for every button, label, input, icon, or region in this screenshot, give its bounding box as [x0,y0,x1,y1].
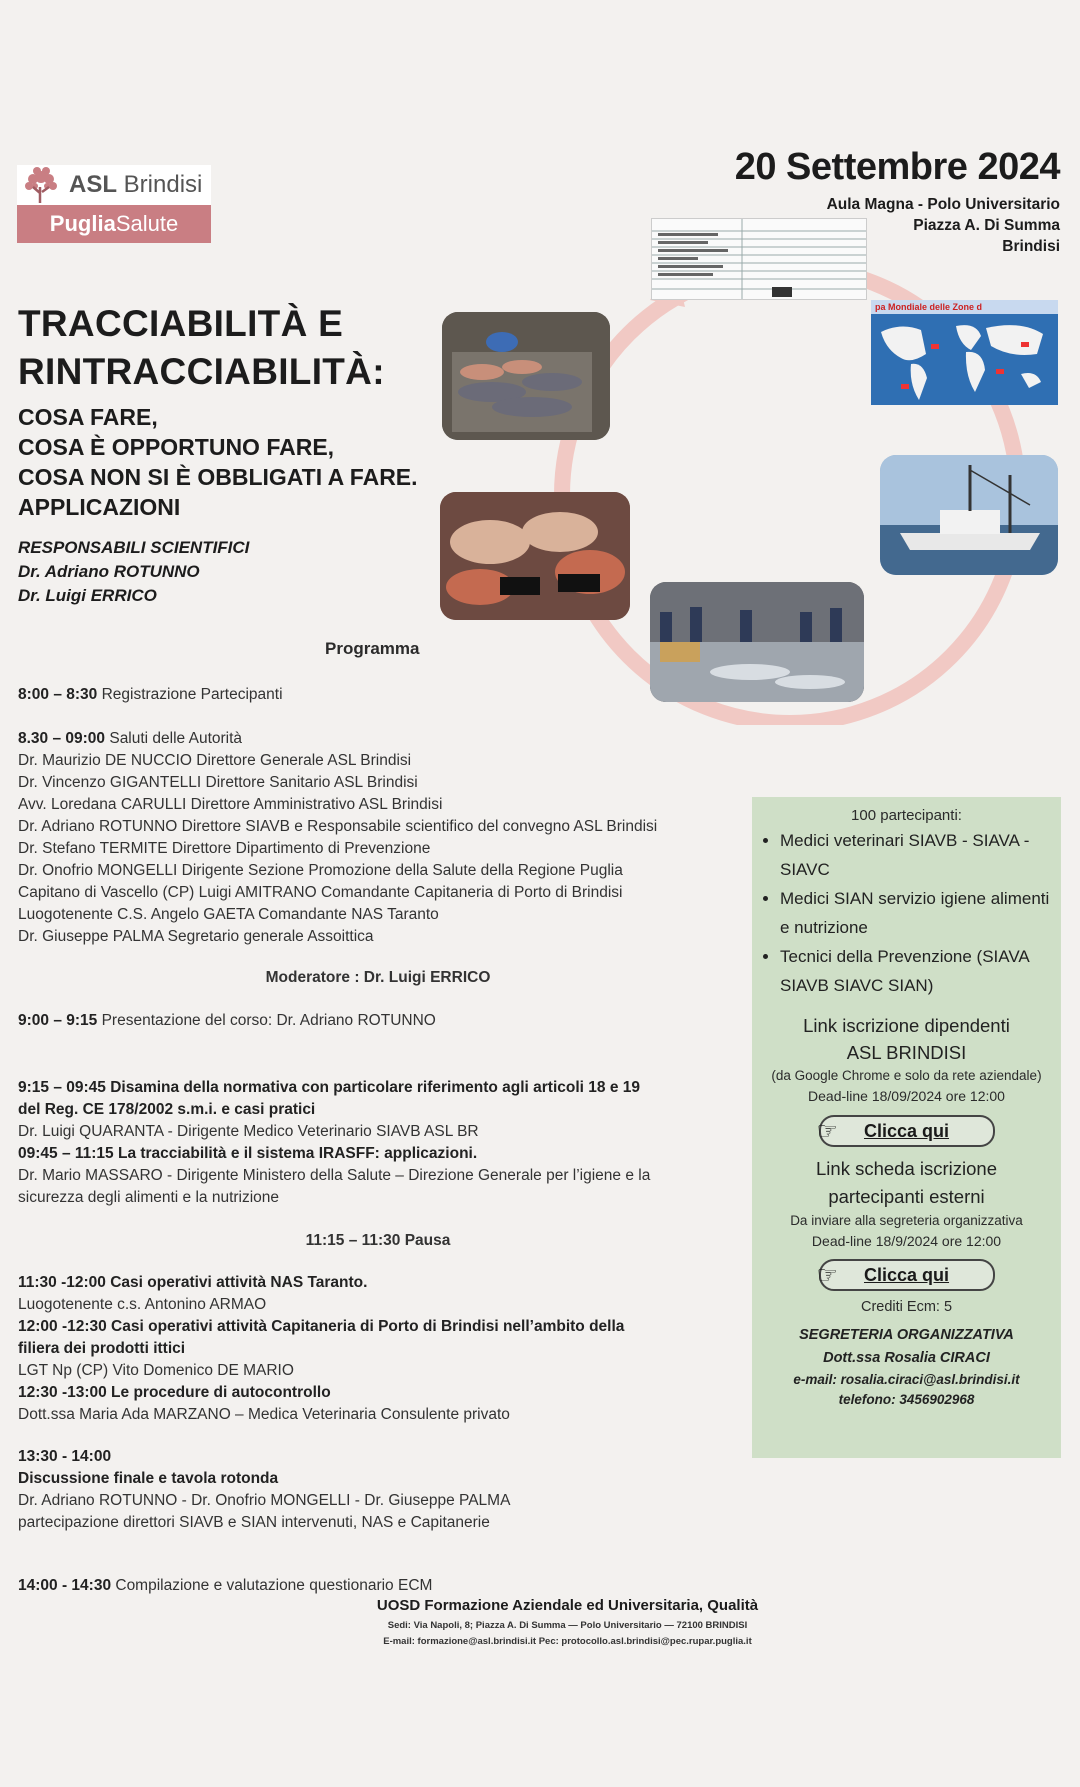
footer-contacts: E-mail: formazione@asl.brindisi.it Pec: protocollo.asl.brindisi@pec.rupar.puglia.it [383,1636,752,1647]
subtitle-line: COSA FARE, [18,404,158,430]
register-staff-button[interactable]: ☞ Clicca qui [819,1115,995,1147]
authority-item: Dr. Maurizio DE NUCCIO Direttore Generale ASL Brindisi [18,752,412,769]
authority-item: Dr. Stefano TERMITE Direttore Dipartimento di Prevenzione [18,840,431,857]
tree-logo-icon [19,165,63,205]
subtitle-line: COSA È OPPORTUNO FARE, [18,434,335,460]
title-line: RINTRACCIABILITÀ: [18,351,385,392]
resp-heading: RESPONSABILI SCIENTIFICI [18,538,250,557]
program-session-2: 11:30 -12:00 Casi operativi attività NAS Taranto. Luogotenente c.s. Antonino ARMAO 12:00 -12:30 Casi operativi attività Capitaneria di Porto di Brindisi nell’ambito della filiera dei prodotti ittici LGT Np (CP) Vito Domenico DE MARIO 12:30 -13:00 Le procedure di autocontrollo Dott.ssa Maria Ada MARZANO – Medica Veterinaria Consulente privato [18,1274,625,1423]
subtitle-line: APPLICAZIONI [18,494,181,520]
link1-title: Link iscrizione dipendenti ASL BRINDISI [803,1015,1010,1063]
authority-item: Dr. Giuseppe PALMA Segretario generale Assoittica [18,928,374,945]
map-caption: pa Mondiale delle Zone d [875,302,983,312]
subtitle [18,402,418,522]
logo-brand: ASL Brindisi [69,171,203,198]
list-item: • Medici veterinari SIAVB - SIAVA - SIAVC [780,826,1061,884]
program-ecm: 14:00 - 14:30 Compilazione e valutazione questionario ECM [18,1577,433,1594]
program-registration: 8:00 – 8:30 Registrazione Partecipanti [18,686,283,703]
venue-line: Aula Magna - Polo Universitario [826,196,1060,213]
authority-item: Capitano di Vascello (CP) Luigi AMITRANO Comandante Capitaneria di Porto di Brindisi [18,884,623,901]
subtitle-line: COSA NON SI È OBBLIGATI A FARE. [18,464,418,490]
footer-org: UOSD Formazione Aziendale ed Universitaria, Qualità [376,1597,759,1614]
authority-item: Avv. Loredana CARULLI Direttore Amministrativo ASL Brindisi [18,796,443,813]
ecm-credits: Crediti Ecm: 5 [860,1299,953,1315]
program-round-table: 13:30 - 14:00 Discussione finale e tavola rotonda Dr. Adriano ROTUNNO - Dr. Onofrio MONGELLI - Dr. Giuseppe PALMA partecipazione direttori SIAVB e SIAN intervenuti, NAS e Capitanerie [18,1448,511,1531]
event-date: 20 Settembre 2024 [734,146,1060,188]
info-box [752,797,1061,1458]
participants-list [752,826,1061,1000]
footer-address: Sedi: Via Napoli, 8; Piazza A. Di Summa — Polo Universitario — 72100 BRINDISI [387,1620,748,1631]
fish-crate-photo [442,312,610,440]
title-line: TRACCIABILITÀ E [18,303,344,344]
link2-deadline: Dead-line 18/9/2024 ore 12:00 [811,1233,1002,1249]
document-photo [651,218,867,300]
venue-line: Piazza A. Di Summa [913,217,1060,234]
moderator: Moderatore : Dr. Luigi ERRICO [265,969,491,986]
program-title: Programma [325,639,420,658]
list-item: • Medici SIAN servizio igiene alimenti e nutrizione [780,884,1061,942]
program-greetings: 8.30 – 09:00 Saluti delle Autorità Dr. Maurizio DE NUCCIO Direttore Generale ASL Brindisi Dr. Vincenzo GIGANTELLI Direttore Sanitario ASL Brindisi Avv. Loredana CARULLI Direttore Amministrativo ASL Brindisi Dr. Adriano ROTUNNO Direttore SIAVB e Responsabile scientifico del convegno ASL Brindisi Dr. Stefano TERMITE Direttore Dipartimento di Prevenzione Dr. Onofrio MONGELLI Dirigente Sezione Promozione della Salute della Regione Puglia Capitano di Vascello (CP) Luigi AMITRANO Comandante Capitaneria di Porto di Brindisi Luogotenente C.S. Angelo GAETA Comandante NAS Taranto Dr. Giuseppe PALMA Segretario generale Assoittica [18,728,723,948]
authority-item: Dr. Onofrio MONGELLI Dirigente Sezione Promozione della Salute della Regione Puglia [18,862,623,879]
pointing-hand-icon: ☞ [816,1262,839,1289]
authority-item: Luogotenente C.S. Angelo GAETA Comandante NAS Taranto [18,906,439,923]
link1-note: (da Google Chrome e solo da rete aziendale) [771,1068,1042,1083]
register-external-button[interactable]: ☞ Clicca qui [819,1259,995,1291]
secretariat: SEGRETERIA ORGANIZZATIVA Dott.ssa Rosalia CIRACI e-mail: rosalia.ciraci@asl.brindisi.it telefono: 3456902968 [793,1327,1020,1407]
asl-logo [17,165,211,243]
scientific-managers [18,536,249,608]
fishing-boat-photo [880,455,1058,575]
fish-display-photo [440,492,630,620]
link2-title: Link scheda iscrizione partecipanti esterni [816,1158,997,1207]
program-break: 11:15 – 11:30 Pausa [305,1232,451,1249]
link2-note: Da inviare alla segreteria organizzativa [790,1213,1023,1228]
resp-name: Dr. Adriano ROTUNNO [18,562,200,581]
program-presentation: 9:00 – 9:15 Presentazione del corso: Dr. Adriano ROTUNNO [18,1012,436,1029]
venue-line: Brindisi [1002,238,1060,255]
resp-name: Dr. Luigi ERRICO [18,586,157,605]
list-item: • Tecnici della Prevenzione (SIAVA SIAVB SIAVC SIAN) [780,942,1061,1000]
link1-deadline: Dead-line 18/09/2024 ore 12:00 [808,1088,1005,1104]
authority-item: Dr. Vincenzo GIGANTELLI Direttore Sanitario ASL Brindisi [18,774,418,791]
authority-item: Dr. Adriano ROTUNNO Direttore SIAVB e Responsabile scientifico del convegno ASL Brindisi [18,818,658,835]
participants-count: 100 partecipanti: [851,807,962,824]
main-title [18,300,385,396]
logo-subbrand: Puglia Salute [17,205,211,243]
program-session-1: 9:15 – 09:45 Disamina della normativa con particolare riferimento agli articoli 18 e 19 del Reg. CE 178/2002 s.m.i. e casi pratici Dr. Luigi QUARANTA - Dirigente Medico Veterinario SIAVB ASL BR 09:45 – 11:15 La tracciabilità e il sistema IRASFF: applicazioni. Dr. Mario MASSARO - Dirigente Ministero della Salute – Direzione Generale per l’igiene e la sicurezza degli alimenti e la nutrizione [18,1079,651,1206]
world-map-photo [871,300,1058,405]
pointing-hand-icon: ☞ [816,1118,839,1145]
